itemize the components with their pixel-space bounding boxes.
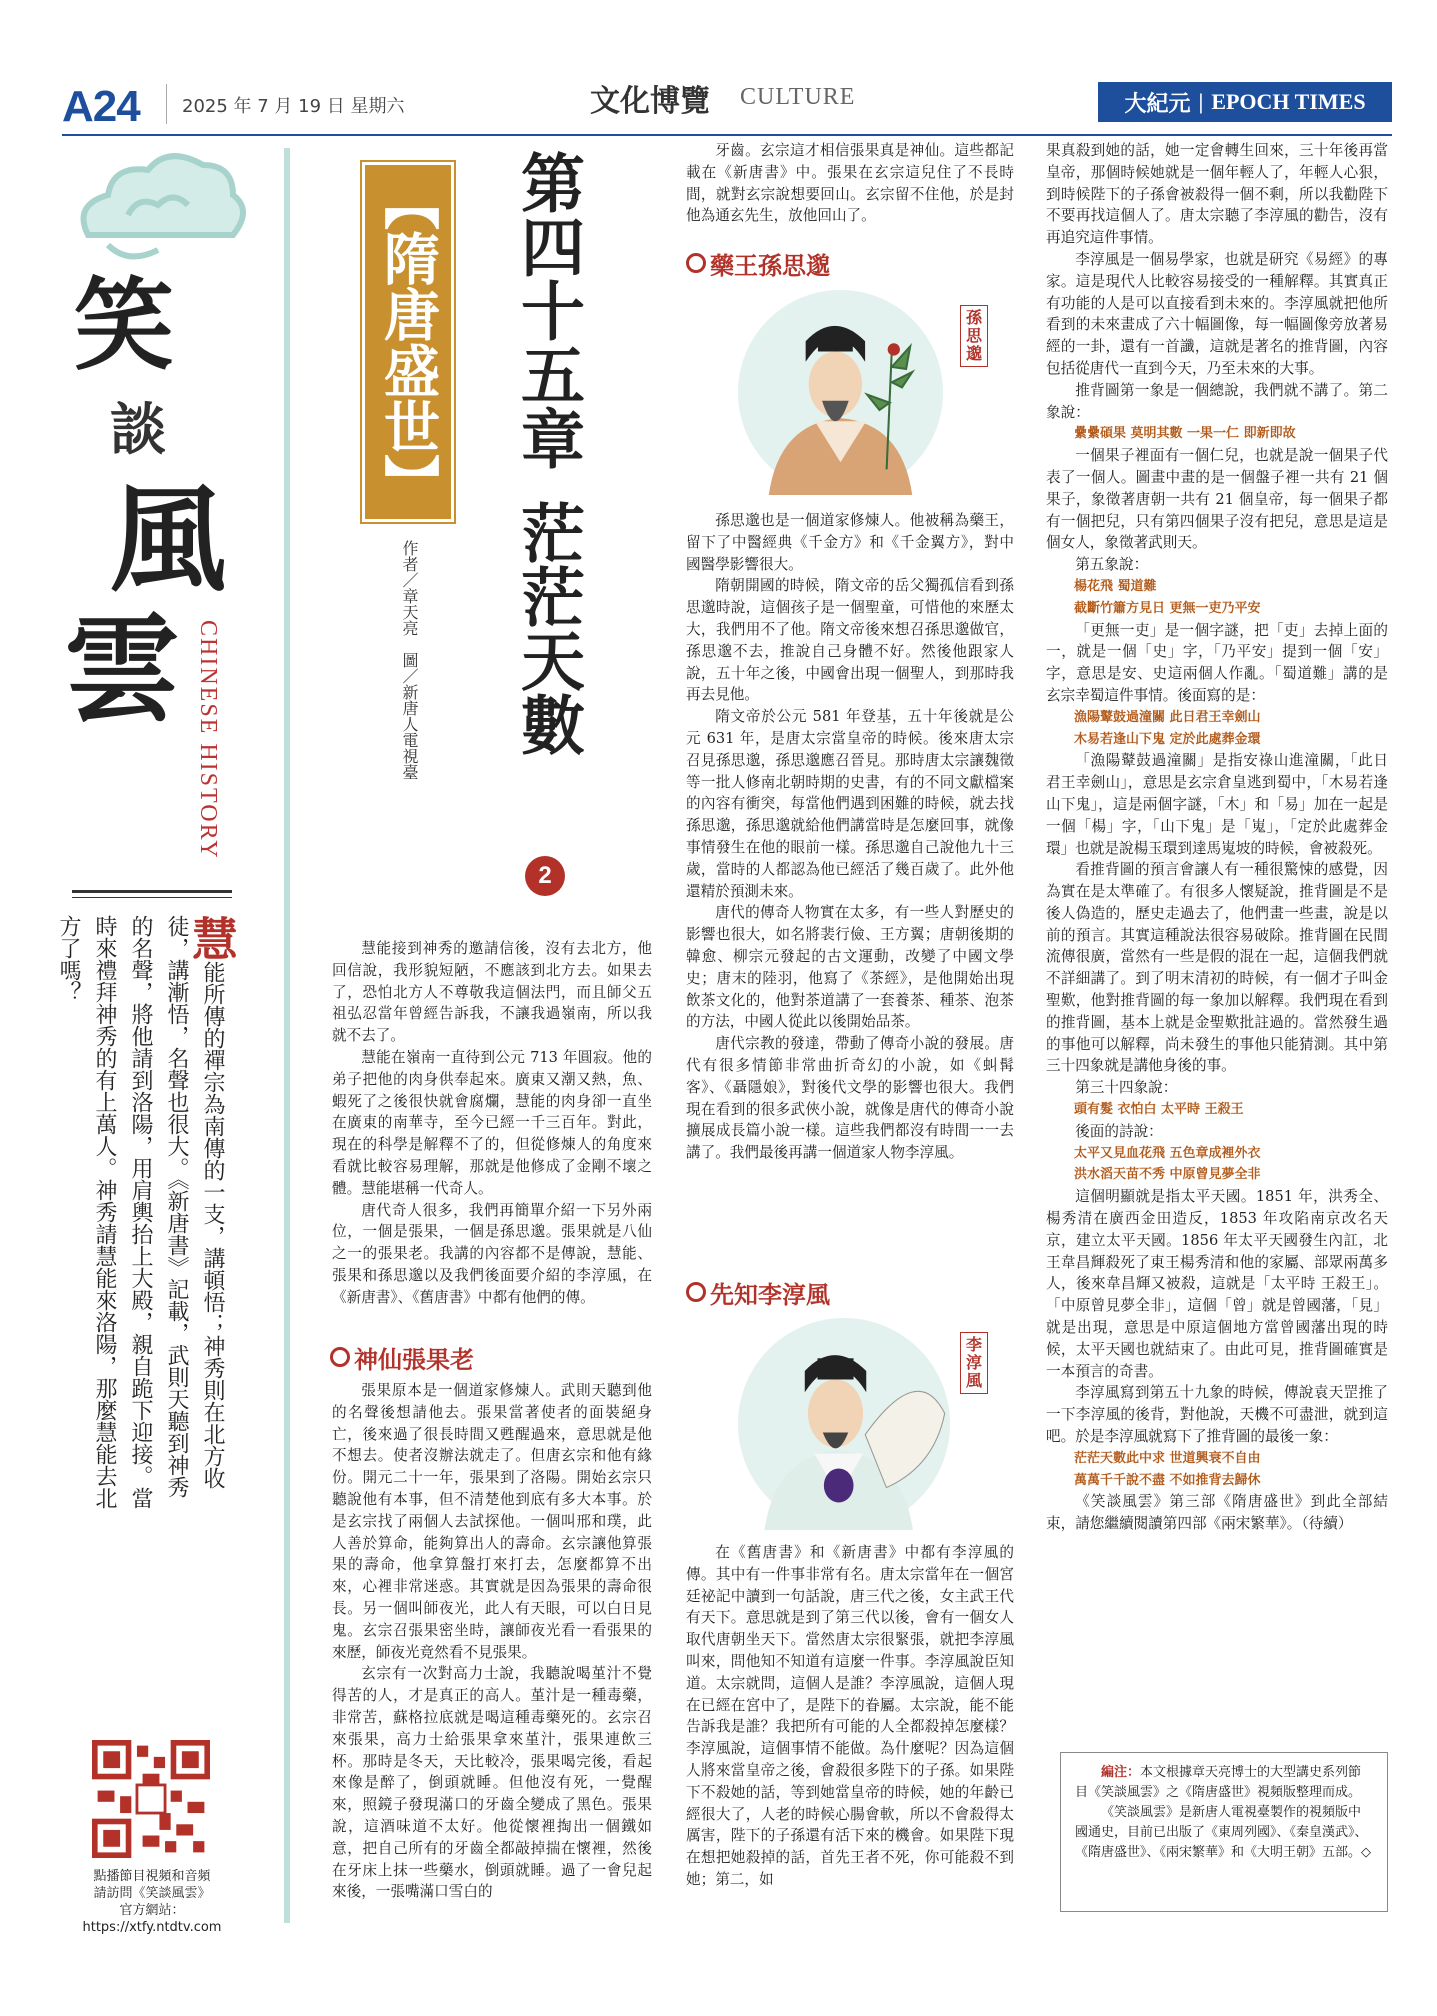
byline: 作者／章天亮 圖／新唐人電視臺 — [400, 540, 419, 780]
paragraph: 推背圖第一象是一個總說，我們就不講了。第二象說： — [1046, 381, 1388, 421]
column-title-char-2: 談 — [110, 397, 166, 463]
logo-sep: | — [1198, 89, 1204, 114]
article-col1-b — [332, 1380, 652, 1924]
subhead-sunsimiao: 藥王孫思邈 — [686, 246, 1014, 280]
portrait-label-li: 李淳風 — [960, 1332, 988, 1394]
paragraph: 看推背圖的預言會讓人有一種很驚悚的感覺，因為實在是太準確了。有很多人懷疑說，推背圖是不是後人偽造的，歷史走過去了，他們畫一些畫，說是以前的預言。其實這種說法很容易破除。推背圖在民間流傳很廣，當然有一些是假的混在一起，這個我們就不詳細講了。到了明末清初的時候，有一個才子叫金聖歎，他對推背圖的每一象加以解釋。我們現在看到的推背圖，基本上就是金聖歎批註過的。當然發生過的事他可以解釋，尚未發生的事他只能猜測。其中第三十四象就是講他身後的事。 — [1046, 861, 1388, 1075]
paragraph: 「漁陽鼙鼓過潼關」是指安祿山進潼關，「此日君王幸劍山」，意思是玄宗倉皇逃到蜀中，「木易若逢山下鬼」，這是兩個字謎，「木」和「易」加在一起是一個「楊」字，「山下鬼」是「嵬」，「定於此處葬金環」也就是說楊玉環到達馬嵬坡的時候，會被殺死。 — [1046, 752, 1388, 857]
intro-rule-thin — [72, 897, 232, 898]
bullet-circle-icon — [686, 1282, 706, 1302]
portrait-li-chunfeng — [738, 1318, 950, 1530]
paragraph: 隋文帝於公元 581 年登基，五十年後就是公元 631 年，是唐太宗當皇帝的時候。後來唐太宗召見孫思邈，孫思邈應召晉見。那時唐太宗讓魏徵等一批人修南北朝時期的史書，有的不同文獻檔案的內容有衝突，每當他們遇到困難的時候，就去找孫思邈，孫思邈就給他們講當時是怎麼回事，就像事情發生在他的眼前一樣。孫思邈自己說他九十三歲，當時的人都認為他已經活了幾百歲了。此外他還精於預測未來。 — [686, 708, 1014, 900]
prophecy-verse: 洪水滔天苗不秀 中原曾見夢全非 — [1074, 1167, 1261, 1183]
subhead-zhangguo: 神仙張果老 — [330, 1340, 650, 1374]
note-label: 編注： — [1101, 1765, 1141, 1780]
note-text-1: 本文根據章天亮博士的大型講史系列節目《笑談風雲》之《隋唐盛世》視頻版整理而成。 — [1075, 1765, 1362, 1800]
prophecy-verse: 纍纍碩果 莫明其數 一果一仁 即新即故 — [1074, 426, 1296, 442]
editor-note — [1060, 1752, 1388, 1912]
bullet-circle-icon — [330, 1347, 350, 1367]
issue-date: 2025 年 7 月 19 日 星期六 — [182, 96, 405, 117]
column-title-char-1: 笑 — [74, 266, 174, 384]
note-text-2: 《笑談風雲》是新唐人電視臺製作的視頻版中國通史，目前已出版了《東周列國》、《秦皇漢武》、《隋唐盛世》、《兩宋繁華》和《大明王朝》五部。◇ — [1075, 1805, 1371, 1860]
paragraph: 《笑談風雲》第三部《隋唐盛世》到此全部結束，請您繼續閱讀第四部《兩宋繁華》。（待續） — [1046, 1493, 1388, 1533]
chapter-title: 茫茫天數 — [510, 500, 585, 756]
prophecy-verse: 萬萬千千說不盡 不如推背去歸休 — [1074, 1472, 1261, 1488]
logo-cn: 大紀元 — [1124, 90, 1191, 116]
paragraph: 一個果子裡面有一個仁兒，也就是說一個果子代表了一個人。圖畫中畫的是一個盤子裡一共有 21 個果子，象徵著唐朝一共有 21 個皇帝，每一個果子都有一個把兒，只有第四個果子沒有把兒，意思是這是個女人，象徵著武則天。 — [1046, 447, 1388, 552]
header-rule — [62, 134, 1392, 136]
paragraph: 後面的詩說： — [1075, 1122, 1163, 1140]
prophecy-verse: 木易若逢山下鬼 定於此處葬金環 — [1074, 731, 1261, 747]
paragraph: 這個明顯就是指太平天國。1851 年，洪秀全、楊秀清在廣西金田造反，1853 年攻陷南京改名天京，建立太平天國。1856 年太平天國發生內訌，北王韋昌輝殺死了東王楊秀清和他的家屬、部眾兩萬多人，後來韋昌輝又被殺，這就是「太平時 王殺王」。「中原曾見夢全非」，這個「曾」就是曾國藩，「見」就是出現，意思是中原這個地方當曾國藩出現的時候，太平天國也就結束了。由此可見，推背圖確實是一本預言的奇書。 — [1046, 1188, 1388, 1380]
portrait-sun-simiao — [738, 290, 943, 495]
cloud-ornament-icon — [68, 145, 248, 275]
prophecy-verse: 頭有髮 衣怕白 太平時 王殺王 — [1074, 1102, 1244, 1118]
chapter-number: 第四十五章 — [510, 150, 585, 470]
paragraph: 唐代奇人很多，我們再簡單介紹一下另外兩位，一個是張果，一個是孫思邈。張果就是八仙之一的張果老。我講的內容都不是傳說，慧能、張果和孫思邈以及我們後面要介紹的李淳風，在《新唐書》、《舊唐書》中都有他們的傳。 — [332, 1201, 652, 1306]
paragraph: 牙齒。玄宗這才相信張果真是神仙。這些都記載在《新唐書》中。張果在玄宗這兒住了不長時間，就對玄宗說想要回山。玄宗留不住他，於是封他為通玄先生，放他回山了。 — [686, 142, 1014, 225]
paragraph: 孫思邈也是一個道家修煉人。他被稱為藥王，留下了中醫經典《千金方》和《千金翼方》，對中國醫學影響很大。 — [686, 512, 1014, 573]
paragraph: 唐代宗教的發達，帶動了傳奇小說的發展。唐代有很多情節非常曲折奇幻的小說，如《虯髯客》、《聶隱娘》，對後代文學的影響也很大。我們現在看到的很多武俠小說，就像是唐代的傳奇小說擴展成長篇小說一樣。這些我們都沒有時間一一去講了。我們最後再講一個道家人物李淳風。 — [686, 1035, 1014, 1162]
article-col2-c — [686, 1542, 1014, 1924]
column-divider — [284, 148, 290, 1923]
prophecy-verse: 太平又見血花飛 五色章成裡外衣 — [1074, 1145, 1261, 1161]
paragraph: 隋朝開國的時候，隋文帝的岳父獨孤信看到孫思邈時說，這個孩子是一個聖童，可惜他的來歷太大，我們用不了他。隋文帝後來想召孫思邈做官，孫思邈不去，推說自己身體不好。然後他跟家人說，五十年之後，中國會出現一個聖人，到那時我再去見他。 — [686, 577, 1014, 704]
prophecy-verse: 截斷竹簫方見日 更無一吏乃平安 — [1074, 600, 1261, 616]
part-badge: 2 — [525, 856, 565, 896]
paragraph: 慧能在嶺南一直待到公元 713 年圓寂。他的弟子把他的肉身供奉起來。廣東又潮又熱，魚、蝦死了之後很快就會腐爛，慧能的肉身卻一直坐在廣東的南華寺，至今已經一千三百年。對此，現在的科學是解釋不了的，但從修煉人的角度來看就比較容易理解，那就是他修成了金剛不壞之體。慧能堪稱一代奇人。 — [332, 1048, 652, 1197]
logo-en: EPOCH TIMES — [1211, 89, 1366, 114]
intro-blurb — [56, 915, 239, 1515]
portrait-label-sun: 孫思邈 — [960, 305, 988, 367]
paragraph: 第五象說： — [1075, 556, 1149, 574]
paragraph: 果真殺到她的話，她一定會轉生回來，三十年後再當皇帝，那個時候她就是一個年輕人了，年輕人心狠，到時候陛下的子孫會被殺得一個不剩，所以我勸陛下不要再找這個人了。唐太宗聽了李淳風的勸告，沒有再追究這件事情。 — [1046, 142, 1388, 247]
paragraph: 唐代的傳奇人物實在太多，有一些人對歷史的影響也很大，如名將裴行儉、王方翼；唐朝後期的韓愈、柳宗元發起的古文運動，改變了中國文學史；唐末的陸羽，他寫了《茶經》，是他開始出現飲茶文化的，他對茶道講了一套養茶、種茶、泡茶的方法，中國人從此以後開始品茶。 — [686, 904, 1014, 1031]
masthead-logo[interactable] — [1098, 82, 1392, 122]
prophecy-verse: 茫茫天數此中求 世道興衰不自由 — [1074, 1450, 1261, 1466]
page-number: A24 — [62, 82, 140, 131]
column-title-char-3: 風 — [110, 472, 226, 608]
paragraph: 在《舊唐書》和《新唐書》中都有李淳風的傳。其中有一件事非常有名。唐太宗當年在一個宮廷祕記中讀到一句話說，唐三代之後，女主武王代有天下。意思就是到了第三代以後，會有一個女人取代唐朝坐天下。當然唐太宗很緊張，就把李淳風叫來，問他知不知道有這麼一件事。李淳風說臣知道。太宗就問，這個人是誰？李淳風說，這個人現在已經在宮中了，是陛下的眷屬。太宗說，能不能告訴我是誰？我把所有可能的人全都殺掉怎麼樣？李淳風說，這個事情不能做。為什麼呢？因為這個人將來當皇帝之後，會殺很多陛下的子孫。如果陛下不殺她的話，等到她當皇帝的時候，她的年齡已經很大了，人老的時候心腸會軟，所以不會殺得太厲害，陛下的子孫還有活下來的機會。如果陛下現在想把她殺掉的話，首先王者不死，你可能殺不到她；第二，如 — [686, 1544, 1014, 1888]
intro-dropcap: 慧 — [185, 915, 239, 961]
bullet-circle-icon — [686, 253, 706, 273]
paragraph: 李淳風是一個易學家，也就是研究《易經》的專家。這是現代人比較容易接受的一種解釋。其實真正有功能的人是可以直接看到未來的。李淳風就把他所看到的未來畫成了六十幅圖像，每一幅圖像旁放著易經的一卦，還有一首讖，這就是著名的推背圖，內容包括從唐代一直到今天，乃至未來的大事。 — [1046, 250, 1388, 377]
paragraph: 慧能接到神秀的邀請信後，沒有去北方，他回信說，我形貌短陋，不應該到北方去。如果去了，恐怕北方人不尊敬我這個法門，而且師父五祖弘忍當年曾經告訴我，不讓我過嶺南，所以我就不去了。 — [332, 940, 652, 1045]
article-col1-a — [332, 938, 652, 1328]
intro-rule — [72, 890, 232, 893]
article-col2-b — [686, 510, 1014, 1260]
qr-caption: 點播節目視頻和音頻 請訪問《笑談風雲》 官方網站： https://xtfy.ntdtv.com — [82, 1869, 222, 1935]
section-title: 文化博覽 — [590, 84, 710, 119]
paragraph: 第三十四象說： — [1075, 1079, 1178, 1097]
column-title-char-4: 雲 — [64, 602, 180, 738]
column-title-en: CHINESE HISTORY — [195, 620, 221, 860]
series-banner: 【隋唐盛世】 — [362, 162, 454, 522]
qr-code-icon[interactable] — [92, 1740, 210, 1858]
section-title-en: CULTURE — [740, 84, 856, 110]
paragraph: 玄宗有一次對高力士說，我聽說喝堇汁不覺得苦的人，才是真正的高人。堇汁是一種毒藥，非常苦，蘇格拉底就是喝這種毒藥死的。玄宗召來張果，高力士給張果拿來堇汁，張果連飲三杯。那時是冬天，天比較冷，張果喝完後，看起來像是醉了，倒頭就睡。但他沒有死，一覺醒來，照鏡子發現滿口的牙齒全變成了黑色。張果說，這酒味道不太好。他從懷裡掏出一個鐵如意，把自己所有的牙齒全都敲掉揣在懷裡，然後在牙床上抹一些藥水，倒頭就睡。過了一會兒起來後，一張嘴滿口雪白的 — [332, 1665, 652, 1901]
article-col2-a — [686, 140, 1014, 236]
subhead-lichunfeng: 先知李淳風 — [686, 1275, 1014, 1309]
intro-text: 能所傳的禪宗為南傳的一支，講頓悟；神秀則在北方收徒，講漸悟，名聲也很大。《新唐書》記載，武則天聽到神秀的名聲，將他請到洛陽，用肩輿抬上大殿，親自跪下迎接。當時來禮拜神秀的有上萬人。神秀請慧能來洛陽，那麼慧能去北方了嗎？ — [56, 915, 225, 1509]
prophecy-verse: 漁陽鼙鼓過潼關 此日君王幸劍山 — [1074, 709, 1261, 725]
paragraph: 「更無一吏」是一個字謎，把「吏」去掉上面的一，就是一個「史」字，「乃平安」提到一個「安」字，意思是安、史這兩個人作亂。「蜀道難」講的是玄宗幸蜀這件事情。後面寫的是： — [1046, 621, 1388, 704]
paragraph: 李淳風寫到第五十九象的時候，傳說袁天罡推了一下李淳風的後背，對他說，天機不可盡泄，就到這吧。於是李淳風就寫下了推背圖的最後一象： — [1046, 1384, 1388, 1446]
prophecy-verse: 楊花飛 蜀道難 — [1074, 578, 1157, 594]
article-col3 — [1046, 140, 1388, 1740]
header-divider — [166, 84, 167, 124]
paragraph: 張果原本是一個道家修煉人。武則天聽到他的名聲後想請他去。張果當著使者的面裝絕身亡，後來過了很長時間又甦醒過來，意思就是他不想去。使者沒辦法就走了。但唐玄宗和他有緣份。開元二十一年，張果到了洛陽。開始玄宗只聽說他有本事，但不清楚他到底有多大本事。於是玄宗找了兩個人去試探他。一個叫邢和璞，此人善於算命，能夠算出人的壽命。玄宗讓他算張果的壽命，他拿算盤打來打去，怎麼都算不出來，心裡非常迷惑。其實就是因為張果的壽命很長。另一個叫師夜光，此人有天眼，可以白日見鬼。玄宗召張果密坐時，讓師夜光看一看張果的來歷，師夜光竟然看不見張果。 — [332, 1382, 652, 1661]
